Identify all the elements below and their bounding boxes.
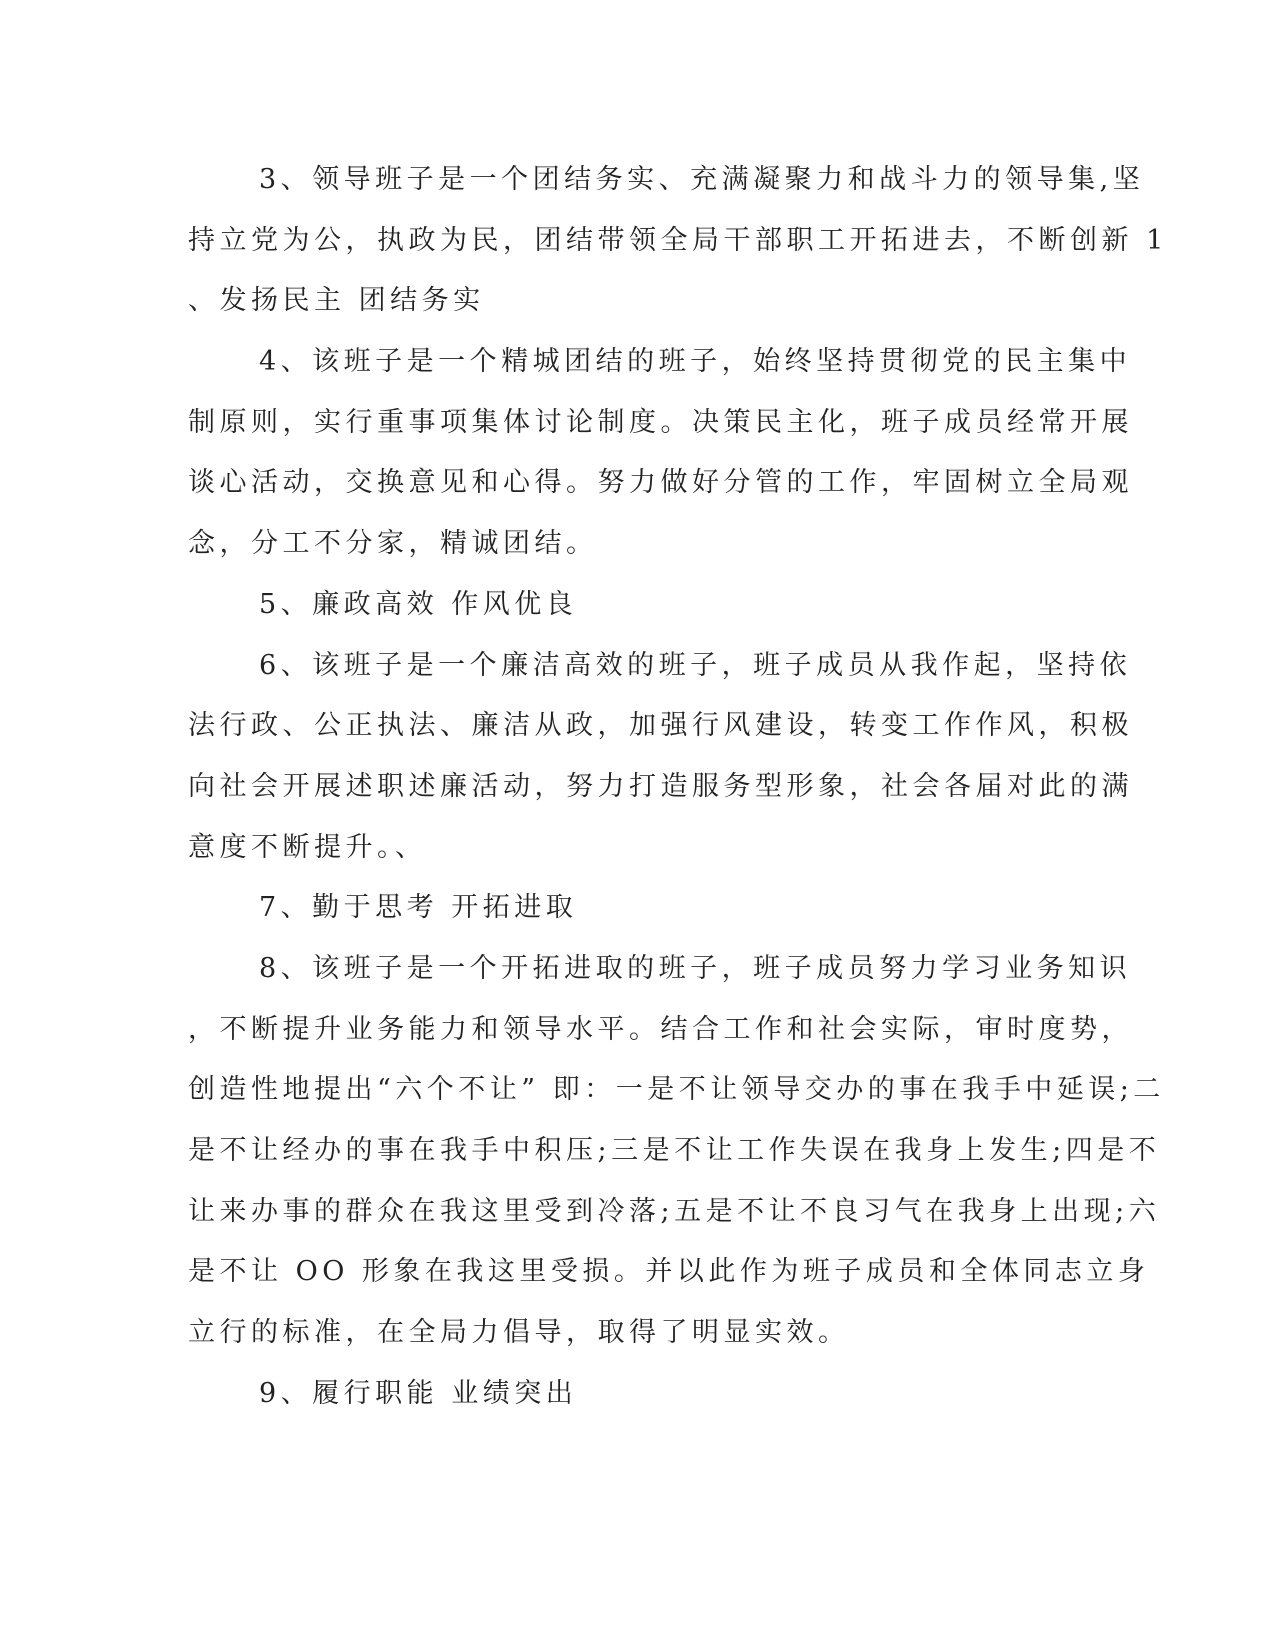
text-line: 意度不断提升。、	[188, 831, 427, 863]
text-line: 谈心活动，交换意见和心得。努力做好分管的工作，牢固树立全局观	[188, 467, 1133, 499]
text-line: 3、领导班子是一个团结务实、充满凝聚力和战斗力的领导集,坚	[259, 164, 1145, 195]
section-heading: 5、廉政高效 作风优良	[259, 588, 578, 620]
text-line: 、发扬民主 团结务实	[188, 285, 485, 317]
text-line: 是不让经办的事在我手中积压;三是不让工作失误在我身上发生;四是不	[188, 1135, 1161, 1166]
text-line: ，不断提升业务能力和领导水平。结合工作和社会实际，审时度势，	[188, 1013, 1133, 1045]
text-line: 立行的标准，在全局力倡导，取得了明显实效。	[188, 1317, 850, 1349]
text-line: 4、该班子是一个精城团结的班子，始终坚持贯彻党的民主集中	[259, 346, 1132, 378]
text-line: 创造性地提出“六个不让” 即：一是不让领导交办的事在我手中延误;二	[188, 1074, 1165, 1106]
text-line: 法行政、公正执法、廉洁从政，加强行风建设，转变工作作风，积极	[188, 710, 1133, 742]
text-line: 让来办事的群众在我这里受到冷落;五是不让不良习气在我身上出现;六	[188, 1195, 1161, 1227]
text-line: 念，分工不分家，精诚团结。	[188, 528, 598, 560]
text-line: 制原则，实行重事项集体讨论制度。决策民主化，班子成员经常开展	[188, 406, 1133, 438]
text-line: 是不让 OO 形象在我这里受损。并以此作为班子成员和全体同志立身	[188, 1256, 1150, 1288]
text-line: 持立党为公，执政为民，团结带领全局干部职工开拓进去，不断创新 1	[188, 224, 1168, 256]
text-line: 8、该班子是一个开拓进取的班子，班子成员努力学习业务知识	[259, 952, 1132, 984]
section-heading: 9、履行职能 业绩突出	[259, 1377, 578, 1409]
section-heading: 7、勤于思考 开拓进取	[259, 892, 578, 924]
document-body	[188, 150, 1168, 1424]
text-line: 向社会开展述职述廉活动，努力打造服务型形象，社会各届对此的满	[188, 770, 1133, 802]
text-line: 6、该班子是一个廉洁高效的班子，班子成员从我作起，坚持依	[259, 649, 1132, 681]
